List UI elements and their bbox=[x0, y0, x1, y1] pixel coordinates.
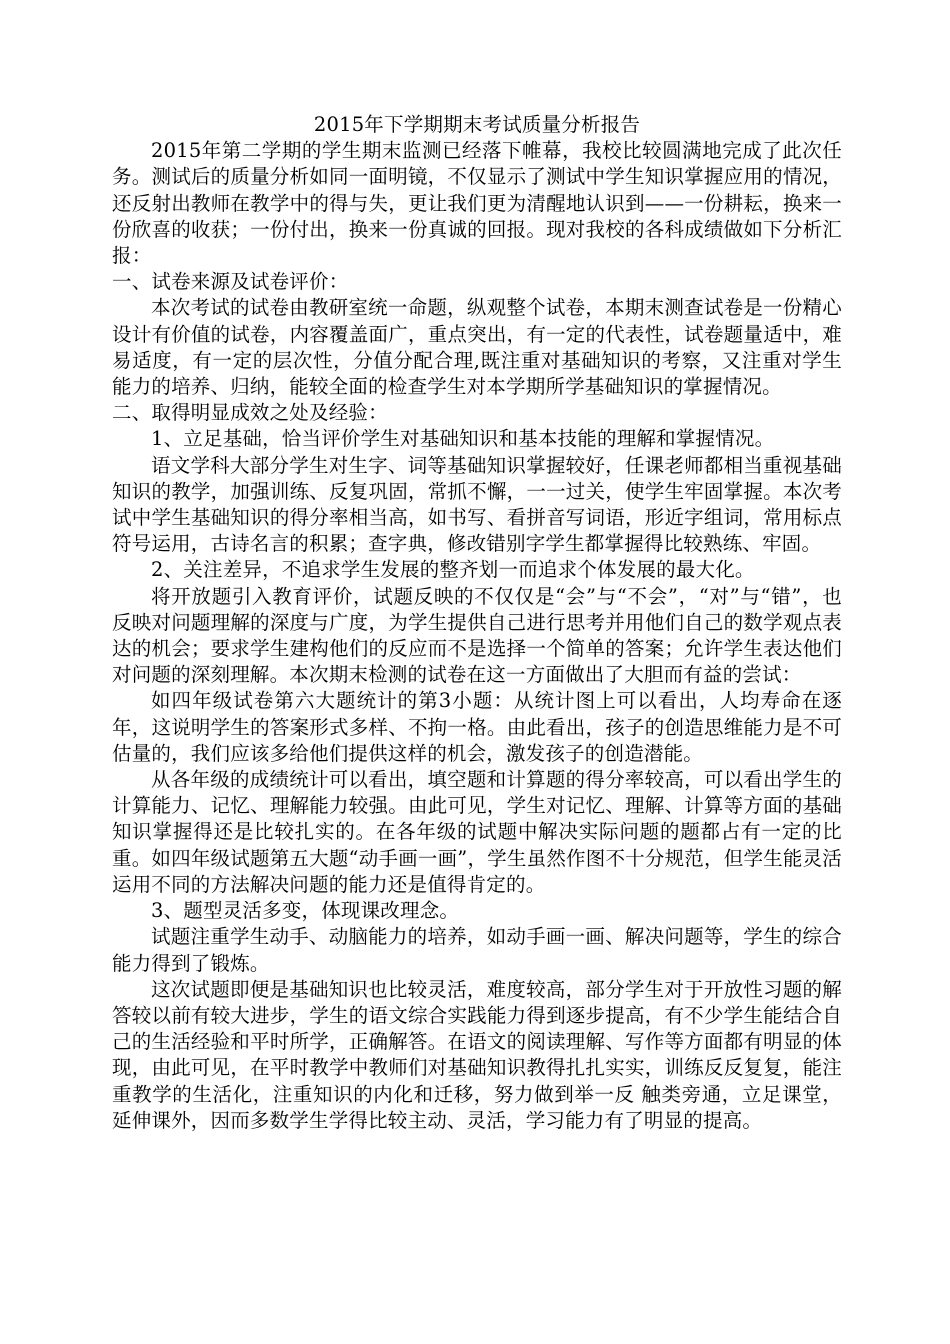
subheading-2: 2、关注差异，不追求学生发展的整齐划一而追求个体发展的最大化。 bbox=[151, 558, 755, 582]
hands-on-ability-paragraph: 试题注重学生动手、动脑能力的培养，如动手画一画、解决问题等，学生的综合能力得到了锻炼。 bbox=[112, 925, 842, 975]
score-statistics-paragraph: 从各年级的成绩统计可以看出，填空题和计算题的得分率较高，可以看出学生的计算能力、记忆、理解能力较强。由此可见，学生对记忆、理解、计算等方面的基础知识掌握得还是比较扎实的。在各年级的试题中解决实际问题的题都占有一定的比重。如四年级试题第五大题“动手画一画”，学生虽然作图不十分规范，但学生能灵活运用不同的方法解决问题的能力还是值得肯定的。 bbox=[112, 768, 842, 896]
paper-evaluation-paragraph: 本次考试的试卷由教研室统一命题，纵观整个试卷，本期末测查试卷是一份精心设计有价值的试卷，内容覆盖面广，重点突出，有一定的代表性，试卷题量适中，难易适度，有一定的层次性，分值分配合理,既注重对基础知识的考察，又注重对学生能力的培养、归纳，能较全面的检查学生对本学期所学基础知识的掌握情况。 bbox=[112, 296, 842, 399]
section-heading-1: 一、试卷来源及试卷评价： bbox=[112, 270, 349, 294]
document-body bbox=[112, 112, 842, 1134]
intro-paragraph: 2015年第二学期的学生期末监测已经落下帷幕，我校比较圆满地完成了此次任务。测试后的质量分析如同一面明镜，不仅显示了测试中学生知识掌握应用的情况，还反射出教师在教学中的得与失，更让我们更为清醒地认识到——一份耕耘，换来一份欣喜的收获；一份付出，换来一份真诚的回报。现对我校的各科成绩做如下分析汇报： bbox=[112, 139, 842, 268]
grade-four-example-paragraph: 如四年级试卷第六大题统计的第3小题：从统计图上可以看出，人均寿命在逐年，这说明学生的答案形式多样、不拘一格。由此看出，孩子的创造思维能力是不可估量的，我们应该多给他们提供这样的机会，激发孩子的创造潜能。 bbox=[112, 689, 842, 765]
flexible-questions-paragraph: 这次试题即便是基础知识也比较灵活，难度较高，部分学生对于开放性习题的解答较以前有较大进步，学生的语文综合实践能力得到逐步提高，有不少学生能结合自己的生活经验和平时所学，正确解答。在语文的阅读理解、写作等方面都有明显的体现，由此可见，在平时教学中教师们对基础知识教得扎扎实实，训练反反复复，能注重教学的生活化，注重知识的内化和迁移，努力做到举一反 触类旁通，立足课堂，延伸课外，因而多数学生学得比较主动、灵活，学习能力有了明显的提高。 bbox=[112, 977, 842, 1132]
subheading-1: 1、立足基础，恰当评价学生对基础知识和基本技能的理解和掌握情况。 bbox=[151, 427, 775, 451]
section-heading-2: 二、取得明显成效之处及经验： bbox=[112, 401, 388, 425]
open-question-paragraph: 将开放题引入教育评价，试题反映的不仅仅是“会”与“不会”，“对”与“错”，也反映对问题理解的深度与广度，为学生提供自己进行思考并用他们自己的数学观点表达的机会；要求学生建构他们的反应而不是选择一个简单的答案；允许学生表达他们对问题的深刻理解。本次期末检测的试卷在这一方面做出了大胆而有益的尝试： bbox=[112, 584, 842, 687]
subheading-3: 3、题型灵活多变，体现课改理念。 bbox=[151, 899, 460, 923]
chinese-basics-paragraph: 语文学科大部分学生对生字、词等基础知识掌握较好，任课老师都相当重视基础知识的教学，加强训练、反复巩固，常抓不懈，一一过关，使学生牢固掌握。本次考试中学生基础知识的得分率相当高，如书写、看拼音写词语，形近字组词，常用标点符号运用，古诗名言的积累；查字典，修改错别字学生都掌握得比较熟练、牢固。 bbox=[112, 453, 842, 556]
document-title: 2015年下学期期末考试质量分析报告 bbox=[313, 113, 641, 136]
